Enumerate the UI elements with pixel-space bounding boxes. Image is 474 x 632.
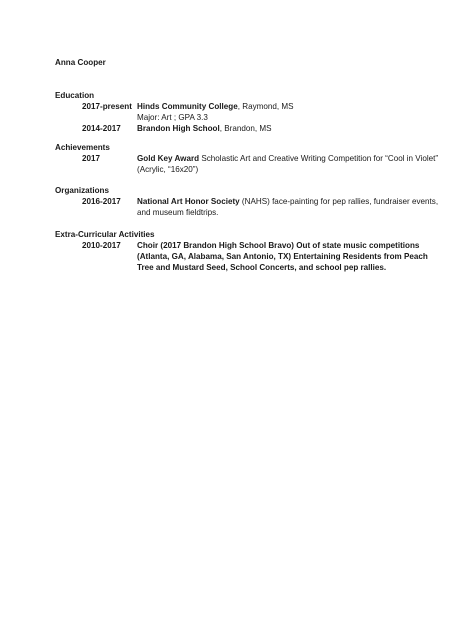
achievements-section — [55, 142, 445, 175]
achievement-entry — [55, 153, 445, 175]
entry-year: 2010-2017 — [82, 241, 121, 250]
education-section — [55, 90, 445, 134]
entry-details — [137, 101, 445, 123]
entry-year: 2017-present — [82, 102, 132, 111]
entry-location: , Brandon, MS — [219, 124, 272, 133]
org-description: (NAHS) face-painting for pep rallies, fundraiser events, and museum fieldtrips. — [137, 197, 439, 217]
entry-year: 2017 — [82, 154, 101, 163]
education-entry — [55, 123, 445, 134]
activity-description: (2017 Brandon High School Bravo) Out of state music competitions (Atlanta, GA, Alabama, San Antonio, TX) Entertaining Residents from Peach Tree and Mustard Seed, School Concerts, and school pep rallies. — [137, 241, 428, 272]
entry-school-line — [137, 101, 445, 112]
entry-school: Brandon High School — [137, 124, 220, 133]
activity-name: Choir — [137, 241, 159, 250]
entry-location: , Raymond, MS — [237, 102, 294, 111]
entry-details — [137, 153, 445, 175]
extracurricular-section — [55, 229, 445, 273]
entry-school-line — [137, 123, 445, 134]
extracurricular-title: Extra-Curricular Activities — [55, 230, 155, 239]
organizations-section — [55, 185, 445, 218]
entry-major: Major: Art ; GPA 3.3 — [137, 113, 208, 122]
entry-year: 2016-2017 — [82, 197, 121, 206]
award-name: Gold Key Award — [137, 154, 200, 163]
entry-details — [137, 123, 445, 134]
entry-details — [137, 196, 445, 218]
organization-entry — [55, 196, 445, 218]
award-description: Scholastic Art and Creative Writing Competition for “Cool in Violet” (Acrylic, “16x20”) — [137, 154, 439, 174]
entry-school: Hinds Community College — [137, 102, 238, 111]
org-name: National Art Honor Society — [137, 197, 240, 206]
entry-details — [137, 240, 445, 273]
resume-name: Anna Cooper — [55, 58, 106, 67]
achievements-title: Achievements — [55, 143, 110, 152]
education-entry — [55, 101, 445, 123]
activity-entry — [55, 240, 445, 273]
education-title: Education — [55, 91, 95, 100]
organizations-title: Organizations — [55, 186, 109, 195]
entry-year: 2014-2017 — [82, 124, 121, 133]
